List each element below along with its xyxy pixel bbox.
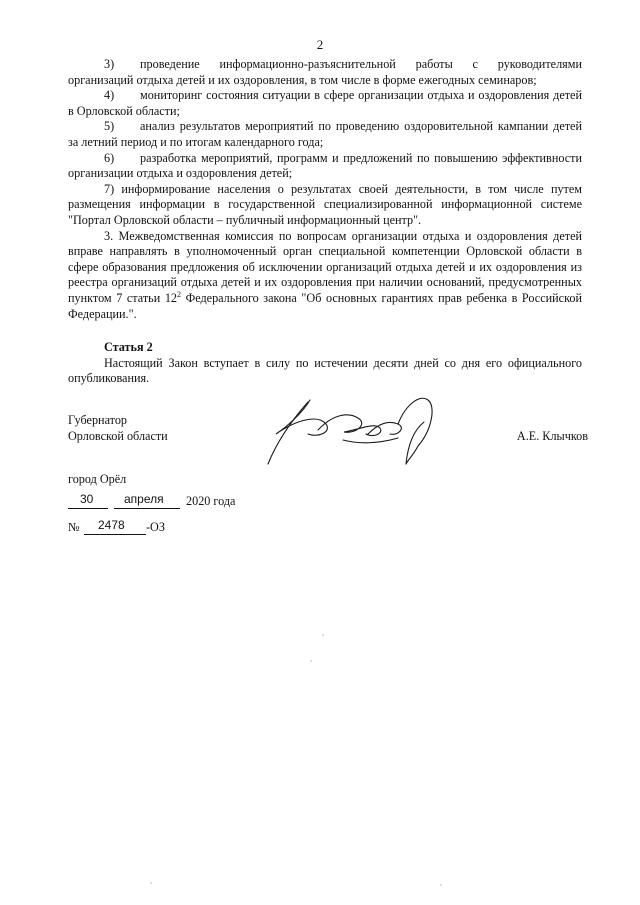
list-item — [68, 88, 582, 119]
governor-name: А.Е. Клычков — [516, 429, 588, 443]
scan-speck — [310, 660, 312, 662]
list-item-number: 3) — [104, 57, 115, 71]
superscript: 2 — [177, 289, 182, 299]
list-item — [68, 151, 582, 182]
city: город Орёл — [68, 472, 127, 486]
number-suffix: -ОЗ — [146, 520, 165, 534]
date-year: 2020 года — [186, 494, 236, 508]
number-underline — [84, 534, 146, 535]
list-item — [68, 57, 582, 88]
number-sign: № — [68, 520, 80, 534]
scan-speck — [322, 634, 324, 636]
governor-title-line2: Орловской области — [68, 429, 168, 443]
article-title: Статья 2 — [104, 340, 153, 355]
date-month: апреля — [124, 492, 164, 506]
list-item-number: 6) — [104, 150, 115, 165]
paragraph-3-text-end: Федерального закона "Об основных гарантиях прав ребенка в Российской Федерации.". — [68, 290, 582, 321]
governor-title — [68, 412, 168, 444]
paragraph-3 — [68, 229, 582, 323]
paragraph-3-text: 3. Межведомственная комиссия по вопросам организации отдыха и оздоровления детей вправе направлять в уполномоченный орган специальной компетенции Орловской области в сфере образования предложения об исключении организаций отдыха детей и их оздоровления из реестра организаций отдыха детей и их оздоровления при наличии оснований, предусмотренных пунктом 7 статьи 12 — [68, 228, 582, 305]
list-item-text: анализ результатов мероприятий по проведению оздоровительной кампании детей за летний период и по итогам календарного года; — [68, 119, 582, 149]
handwritten-signature-icon — [248, 394, 448, 484]
date-day: 30 — [80, 492, 94, 506]
scan-speck — [440, 884, 442, 886]
governor-title-line1: Губернатор — [68, 413, 128, 427]
list-item-number: 5) — [104, 119, 115, 134]
list-item — [68, 119, 582, 150]
list-item-text: проведение информационно-разъяснительной работы с руководителями организаций отдыха детей и их оздоровления, в том числе в форме ежегодных семинаров; — [68, 57, 582, 87]
list-item-number: 4) — [104, 88, 115, 103]
list-item-number: 7) — [104, 181, 115, 196]
page-number: 2 — [316, 37, 324, 52]
date-month-underline — [114, 508, 180, 509]
date-day-underline — [68, 508, 108, 509]
list-item-text: мониторинг состояния ситуации в сфере организации отдыха и оздоровления детей в Орловской области; — [68, 88, 582, 118]
article-text: Настоящий Закон вступает в силу по истечении десяти дней со дня его официального опубликования. — [68, 355, 582, 386]
list-item-text: информирование населения о результатах своей деятельности, в том числе путем размещения информации в государственной специализированной информационной системе "Портал Орловской области – публичный информационный центр". — [68, 181, 583, 227]
list-item — [68, 182, 582, 229]
list-item-text: разработка мероприятий, программ и предложений по повышению эффективности организации отдыха и оздоровления детей; — [68, 150, 582, 181]
number-value: 2478 — [98, 518, 125, 532]
document-body — [68, 57, 582, 387]
scan-speck — [150, 882, 152, 884]
